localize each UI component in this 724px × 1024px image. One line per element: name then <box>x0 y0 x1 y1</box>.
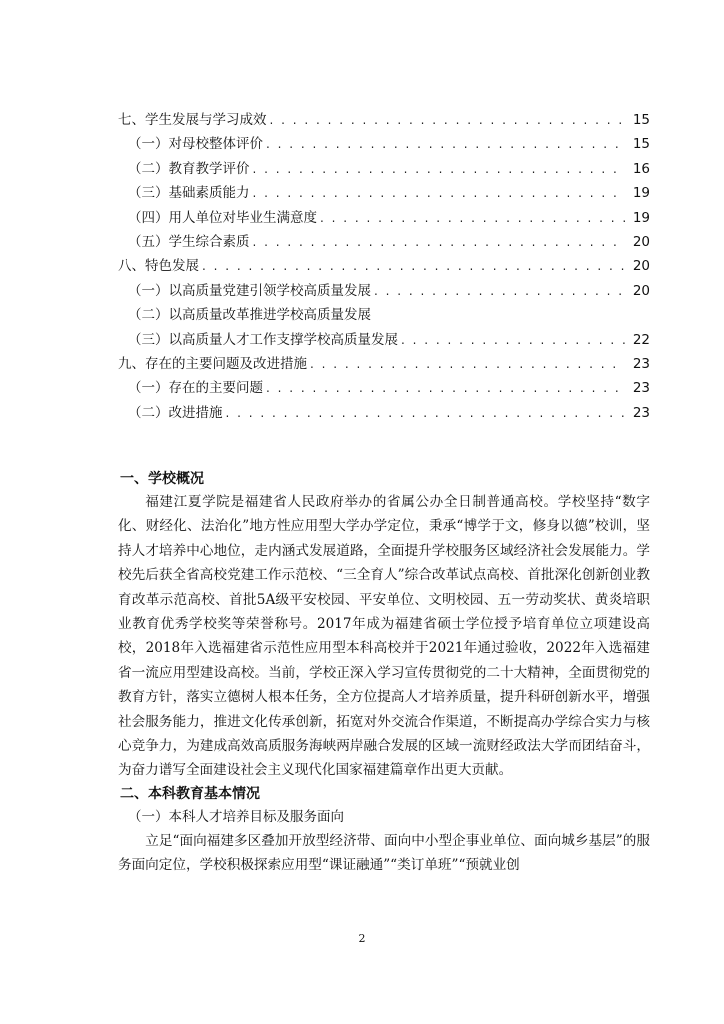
toc-entry-title: 八、特色发展 <box>118 258 199 275</box>
toc-entry-page: 19 <box>632 209 650 226</box>
toc-entry-title: 七、学生发展与学习成效 <box>118 112 267 128</box>
toc-leader-dots <box>374 279 625 303</box>
toc-leader-dots <box>310 352 625 376</box>
section-paragraph: 立足“面向福建多区叠加开放型经济带、面向中小型企事业单位、面向城乡基层”的服务面向定位，学校积极探索应用型“课证融通”“类订单班”“预就业创 <box>118 832 650 874</box>
toc-leader-dots <box>202 254 625 278</box>
toc-entry[interactable] <box>118 132 650 156</box>
toc-leader-dots <box>253 157 626 181</box>
toc-entry-title: 九、存在的主要问题及改进措施 <box>118 355 307 372</box>
toc-entry[interactable] <box>118 376 650 400</box>
toc-entry[interactable] <box>118 108 650 132</box>
toc-entry-title: （一）以高质量党建引领学校高质量发展 <box>128 282 371 299</box>
toc-entry-title: （五）学生综合素质 <box>128 233 250 250</box>
toc-leader-dots <box>270 108 626 132</box>
toc-leader-dots <box>320 206 625 230</box>
toc-entry[interactable] <box>118 303 650 327</box>
toc-entry-page: 23 <box>632 404 650 421</box>
toc-leader-dots <box>266 132 625 156</box>
toc-entry-title: （一）对母校整体评价 <box>128 136 263 153</box>
toc-entry[interactable] <box>118 230 650 254</box>
toc-entry[interactable] <box>118 279 650 303</box>
toc-entry-page: 20 <box>632 282 650 299</box>
toc-entry-title: （三）基础素质能力 <box>128 185 250 202</box>
toc-entry[interactable] <box>118 206 650 230</box>
toc-entry-page: 23 <box>632 355 650 372</box>
toc-entry-page: 15 <box>632 112 650 128</box>
toc-entry[interactable] <box>118 157 650 181</box>
table-of-contents <box>118 108 650 425</box>
toc-entry-title: （二）教育教学评价 <box>128 160 250 177</box>
toc-entry[interactable] <box>118 181 650 205</box>
toc-entry-title: （二）以高质量改革推进学校高质量发展 <box>128 307 371 324</box>
section-paragraph: 福建江夏学院是福建省人民政府举办的省属公办全日制普通高校。学校坚持“数字化、财经化、法治化”地方性应用型大学办学定位，秉承“博学于文，修身以德”校训，坚持人才培养中心地位，走内涵式发展道路，全面提升学校服务区域经济社会发展能力。学校先后获全省高校党建工作示范校、“三全育人”综合改革试点高校、首批深化创新创业教育改革示范高校、首批5A级平安校园、平安单位、文明校园、五一劳动奖状、黄炎培职业教育优秀学校奖等荣誉称号。2017年成为福建省硕士学位授予培育单位立项建设高校，2018年入选福建省示范性应用型本科高校并于2021年通过验收，2022年入选福建省一流应用型建设高校。当前，学校正深入学习宣传贯彻党的二十大精神，全面贯彻党的教育方针，落实立德树人根本任务，全方位提高人才培养质量，提升科研创新水平，增强社会服务能力，推进文化传承创新，拓宽对外交流合作渠道，不断提高办学综合实力与核心竞争力，为建成高效高质服务海峡两岸融合发展的区域一流财经政法大学而团结奋斗，为奋力谱写全面建设社会主义现代化国家福建篇章作出更大贡献。 <box>118 494 650 779</box>
toc-leader-dots <box>401 328 625 352</box>
body-text <box>118 468 650 878</box>
toc-entry[interactable] <box>118 352 650 376</box>
toc-entry-page: 20 <box>632 233 650 250</box>
toc-leader-dots <box>226 401 626 425</box>
toc-entry-page: 20 <box>632 258 650 275</box>
toc-entry-page: 22 <box>632 331 650 348</box>
toc-leader-dots <box>266 376 625 400</box>
toc-entry-page: 16 <box>632 160 650 177</box>
toc-entry-title: （三）以高质量人才工作支撑学校高质量发展 <box>128 331 398 348</box>
toc-entry[interactable] <box>118 401 650 425</box>
toc-entry[interactable] <box>118 254 650 278</box>
toc-leader-dots <box>253 230 626 254</box>
section-heading: 一、学校概况 <box>120 471 204 487</box>
page-number: 2 <box>358 932 366 945</box>
toc-entry-title: （四）用人单位对毕业生满意度 <box>128 209 317 226</box>
toc-entry-page: 19 <box>632 185 650 202</box>
toc-entry-title: （一）存在的主要问题 <box>128 380 263 397</box>
toc-entry[interactable] <box>118 328 650 352</box>
subsection-heading: （一）本科人才培养目标及服务面向 <box>128 808 344 825</box>
toc-leader-dots <box>253 181 626 205</box>
toc-entry-title: （二）改进措施 <box>128 404 223 421</box>
toc-entry-page: 23 <box>632 380 650 397</box>
toc-entry-page: 15 <box>632 136 650 153</box>
section-heading: 二、本科教育基本情况 <box>120 785 260 802</box>
